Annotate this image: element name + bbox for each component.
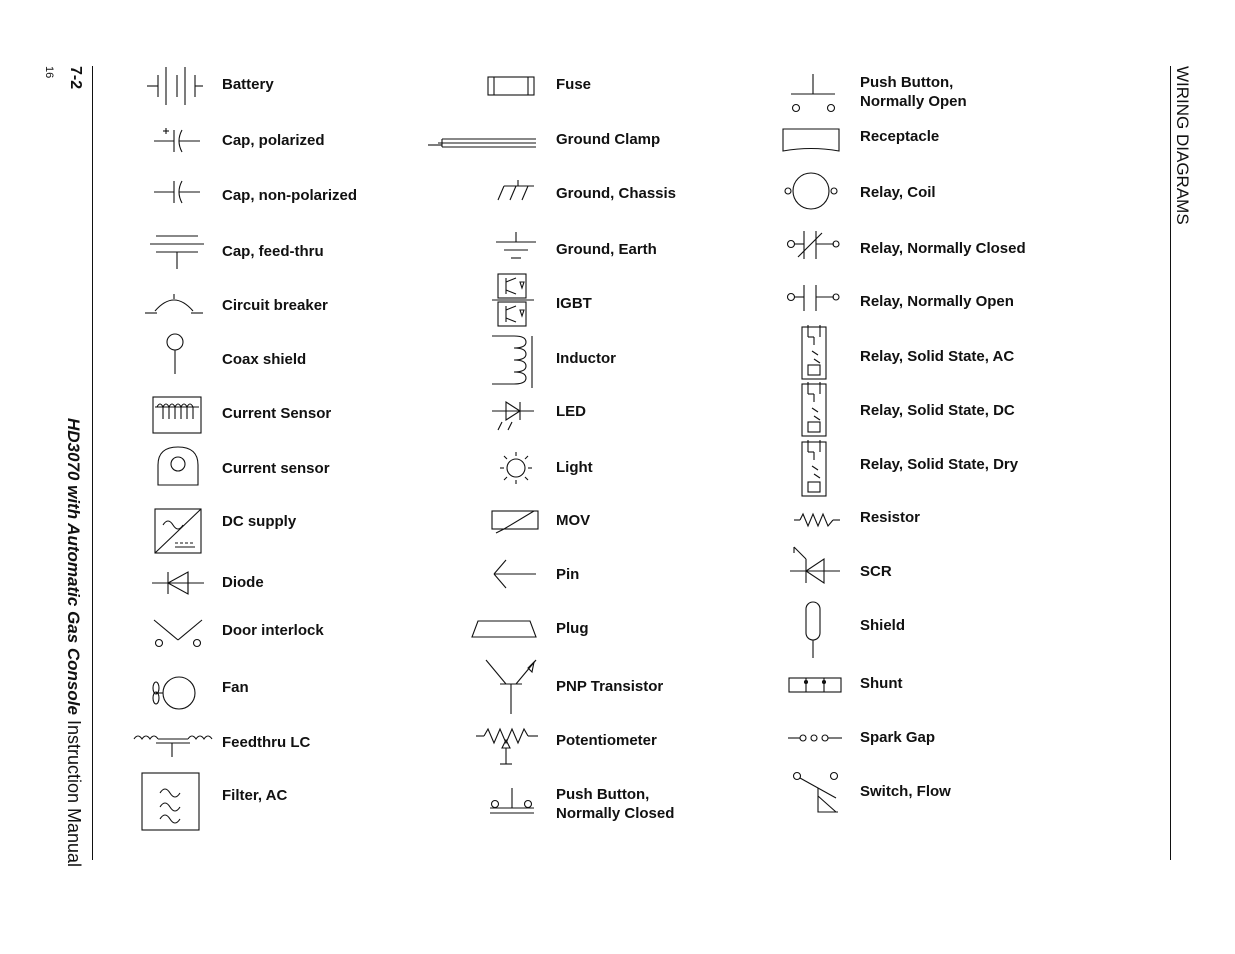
symbol-label-ssr-dry: Relay, Solid State, Dry bbox=[860, 456, 1019, 473]
pushbutton-no-symbol bbox=[787, 72, 839, 118]
dc-supply-symbol bbox=[153, 507, 203, 555]
section-title: WIRING DIAGRAMS bbox=[1173, 66, 1192, 225]
plug-symbol bbox=[470, 618, 538, 640]
manual-subtitle: Instruction Manual bbox=[64, 719, 84, 868]
fuse-symbol bbox=[484, 74, 538, 98]
symbol-label-relay-coil: Relay, Coil bbox=[860, 184, 936, 201]
pin-symbol bbox=[490, 556, 538, 592]
symbol-label-pnp-transistor: PNP Transistor bbox=[556, 678, 664, 695]
symbol-label-diode: Diode bbox=[222, 574, 264, 591]
door-interlock-symbol bbox=[150, 616, 206, 650]
symbol-label-shunt: Shunt bbox=[860, 675, 903, 692]
relay-coil-symbol bbox=[780, 170, 842, 214]
relay-nc-symbol bbox=[784, 229, 840, 263]
fan-symbol bbox=[150, 673, 200, 713]
earth-ground-symbol bbox=[494, 230, 538, 264]
symbol-label-mov: MOV bbox=[556, 512, 591, 529]
manual-title-block bbox=[63, 418, 84, 867]
mov-symbol bbox=[490, 507, 540, 537]
symbol-label-fan: Fan bbox=[222, 679, 249, 696]
symbol-label-relay-nc: Relay, Normally Closed bbox=[860, 240, 1026, 257]
page-number: 16 bbox=[43, 66, 55, 79]
left-margin-rule bbox=[92, 66, 93, 860]
symbol-label-resistor: Resistor bbox=[860, 509, 921, 526]
symbol-label-inductor: Inductor bbox=[556, 350, 616, 367]
symbol-label-pushbutton-nc bbox=[556, 785, 674, 823]
inductor-symbol bbox=[490, 334, 536, 390]
chassis-ground-symbol bbox=[494, 178, 538, 204]
igbt-symbol bbox=[490, 270, 536, 330]
ssr-ac-symbol bbox=[800, 323, 830, 381]
symbol-label-ground-chassis: Ground, Chassis bbox=[556, 185, 677, 202]
symbol-label-relay-no: Relay, Normally Open bbox=[860, 293, 1014, 310]
relay-no-symbol bbox=[784, 283, 840, 315]
symbol-label-circuit-breaker: Circuit breaker bbox=[222, 297, 328, 314]
symbol-label-door-interlock: Door interlock bbox=[222, 622, 324, 639]
symbol-label-cap-nonpolarized: Cap, non-polarized bbox=[222, 187, 357, 204]
symbol-label-feedthru-lc: Feedthru LC bbox=[222, 734, 311, 751]
symbol-label-light: Light bbox=[556, 459, 593, 476]
manual-title: HD3070 with Automatic Gas Console bbox=[64, 418, 83, 715]
ssr-dc-symbol bbox=[800, 380, 830, 438]
symbol-label-pushbutton-nc-line2: Normally Closed bbox=[556, 805, 675, 822]
symbol-label-battery: Battery bbox=[222, 76, 274, 93]
symbol-label-current-sensor: Current Sensor bbox=[222, 405, 332, 422]
pnp-transistor-symbol bbox=[482, 658, 540, 718]
shield-symbol bbox=[802, 600, 826, 660]
symbol-label-ground-earth: Ground, Earth bbox=[556, 241, 657, 258]
symbol-label-ground-clamp: Ground Clamp bbox=[556, 131, 661, 148]
capacitor-feedthru-symbol bbox=[148, 233, 206, 271]
symbol-label-pushbutton-no-line1: Push Button, bbox=[860, 74, 954, 91]
resistor-symbol bbox=[792, 511, 842, 529]
symbol-label-igbt: IGBT bbox=[556, 295, 592, 312]
spark-gap-symbol bbox=[786, 730, 844, 746]
capacitor-polarized-symbol bbox=[152, 126, 204, 156]
symbol-label-cap-feedthru: Cap, feed-thru bbox=[222, 243, 324, 260]
potentiometer-symbol bbox=[474, 726, 540, 768]
capacitor-nonpolarized-symbol bbox=[152, 178, 204, 208]
symbol-label-filter-ac: Filter, AC bbox=[222, 787, 288, 804]
symbol-label-dc-supply: DC supply bbox=[222, 513, 297, 530]
symbol-label-led: LED bbox=[556, 403, 586, 420]
led-symbol bbox=[490, 396, 536, 436]
current-sensor-symbol bbox=[151, 395, 205, 435]
symbol-label-cap-polarized: Cap, polarized bbox=[222, 132, 325, 149]
symbol-label-shield: Shield bbox=[860, 617, 906, 634]
symbol-label-ssr-dc: Relay, Solid State, DC bbox=[860, 402, 1015, 419]
symbol-label-current-sensor-2: Current sensor bbox=[222, 460, 330, 477]
pushbutton-nc-symbol bbox=[486, 786, 538, 820]
diode-symbol bbox=[150, 568, 206, 598]
symbol-label-pushbutton-nc-line1: Push Button, bbox=[556, 786, 650, 803]
symbol-label-pushbutton-no-line2: Normally Open bbox=[860, 93, 967, 110]
right-margin-rule bbox=[1170, 66, 1171, 860]
symbol-label-fuse: Fuse bbox=[556, 76, 592, 93]
shunt-symbol bbox=[786, 674, 844, 696]
scr-symbol bbox=[788, 545, 842, 587]
symbol-label-receptacle: Receptacle bbox=[860, 128, 940, 145]
symbol-label-ssr-ac: Relay, Solid State, AC bbox=[860, 348, 1015, 365]
symbol-label-pin: Pin bbox=[556, 566, 580, 583]
receptacle-symbol bbox=[780, 126, 842, 156]
page-code: 7-2 bbox=[67, 66, 84, 90]
circuit-breaker-symbol bbox=[143, 291, 205, 317]
symbol-label-flow-switch: Switch, Flow bbox=[860, 783, 951, 800]
coax-shield-symbol bbox=[162, 330, 190, 376]
symbol-label-coax-shield: Coax shield bbox=[222, 351, 307, 368]
battery-symbol bbox=[145, 65, 205, 107]
symbol-label-scr: SCR bbox=[860, 563, 892, 580]
symbol-label-pushbutton-no bbox=[860, 73, 967, 111]
flow-switch-symbol bbox=[788, 768, 844, 816]
symbol-label-potentiometer: Potentiometer bbox=[556, 732, 657, 749]
symbol-label-plug: Plug bbox=[556, 620, 589, 637]
light-symbol bbox=[494, 448, 538, 488]
symbol-label-spark-gap: Spark Gap bbox=[860, 729, 936, 746]
current-sensor-toroid-symbol bbox=[154, 443, 204, 487]
ac-filter-symbol bbox=[140, 771, 202, 833]
ground-clamp-symbol bbox=[426, 133, 538, 151]
ssr-dry-symbol bbox=[800, 438, 830, 498]
feedthru-lc-symbol bbox=[132, 731, 212, 759]
